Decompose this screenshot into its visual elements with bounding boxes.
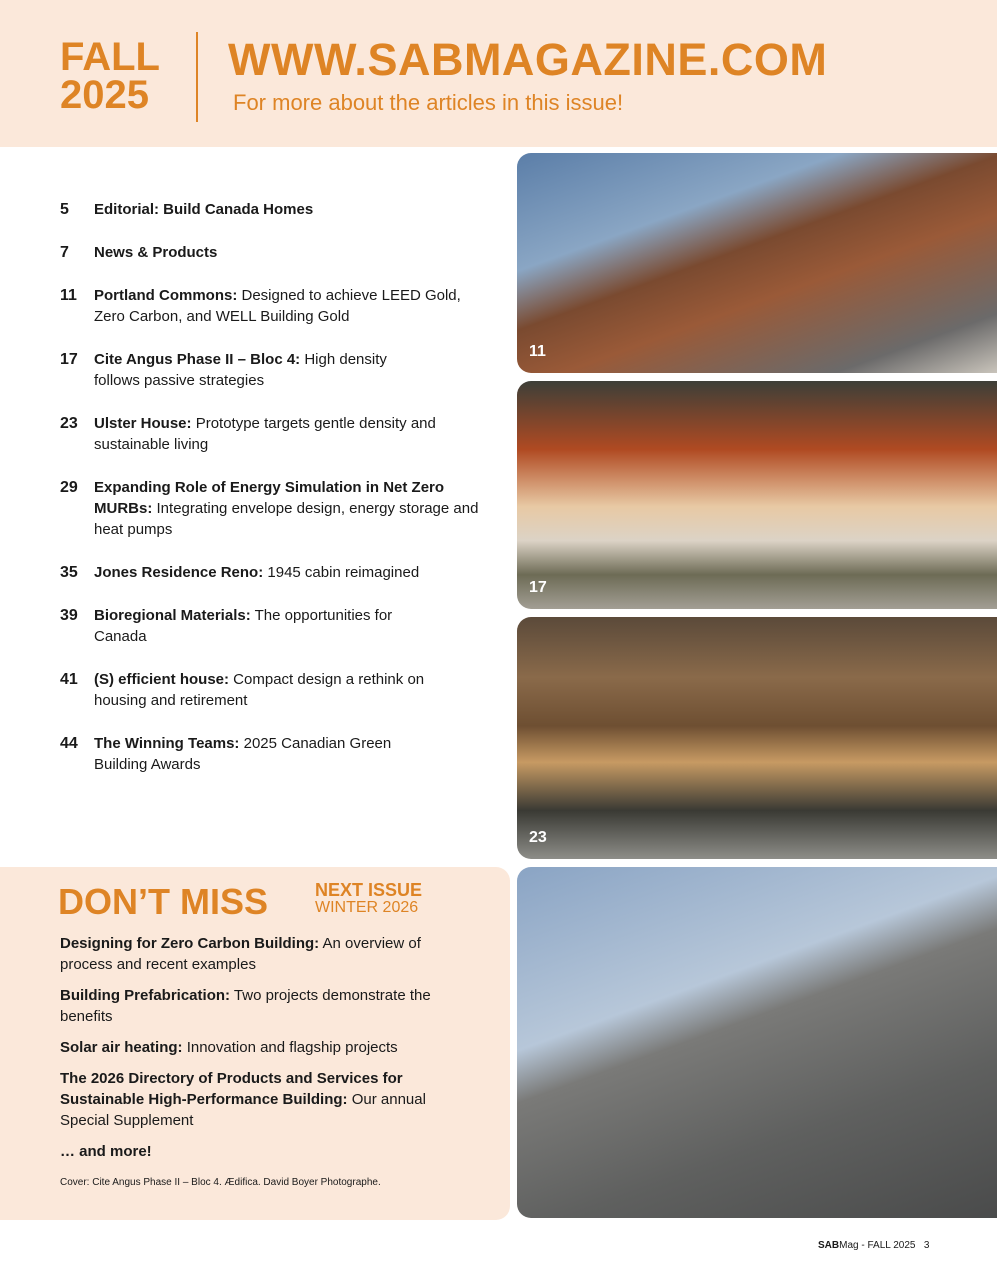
article-desc: Prototype targets gentle density and sustainable living — [94, 415, 436, 453]
table-of-contents — [60, 199, 490, 775]
dont-miss-panel — [0, 867, 510, 1220]
article-title: Ulster House: — [94, 415, 192, 432]
year-label: 2025 — [60, 73, 149, 117]
divider — [196, 32, 198, 122]
and-more-text: … and more! — [60, 1143, 152, 1160]
photo-page-label: 17 — [529, 579, 547, 596]
and-more — [60, 1141, 460, 1162]
upcoming-item — [60, 1037, 460, 1058]
header-banner — [0, 0, 997, 147]
upcoming-desc: An overview of process and recent examples — [60, 935, 421, 973]
issue-season — [60, 35, 160, 117]
article-desc: Designed to achieve LEED Gold, Zero Carbon, and WELL Building Gold — [94, 287, 461, 325]
footer-page-number: 3 — [923, 1240, 930, 1251]
article-title: News & Products — [94, 244, 218, 261]
upcoming-title: Building Prefabrication: — [60, 987, 231, 1004]
upcoming-item — [60, 933, 440, 975]
article-desc: Integrating envelope design, energy storage and heat pumps — [94, 500, 479, 538]
toc-item[interactable] — [60, 285, 490, 327]
header-subtitle: For more about the articles in this issue! — [233, 90, 624, 115]
season-label: FALL — [60, 35, 160, 79]
page-number: 41 — [60, 671, 78, 688]
page-number: 23 — [60, 415, 78, 432]
footer-brand: SAB — [818, 1240, 840, 1251]
photo-page-label: 23 — [529, 829, 547, 846]
toc-item[interactable] — [60, 242, 490, 263]
article-desc: Compact design a rethink on housing and retirement — [94, 671, 425, 709]
toc-item[interactable] — [60, 349, 490, 391]
dont-miss-title: DON’T MISS — [58, 881, 269, 922]
upcoming-item — [60, 1068, 460, 1131]
article-title: Editorial: Build Canada Homes — [94, 201, 314, 218]
toc-item[interactable] — [60, 477, 490, 540]
upcoming-title: Designing for Zero Carbon Building: — [60, 935, 320, 952]
article-title: (S) efficient house: — [94, 671, 230, 688]
next-issue — [315, 882, 422, 916]
website-link[interactable]: WWW.SABMAGAZINE.COM — [228, 34, 828, 85]
page-number: 7 — [60, 244, 69, 261]
page-number: 17 — [60, 351, 78, 368]
upcoming-title: The 2026 Directory of Products and Services for Sustainable High-Performance Building: — [60, 1070, 403, 1108]
next-issue-date: WINTER 2026 — [315, 899, 419, 916]
page-number: 29 — [60, 479, 78, 496]
article-desc: 1945 cabin reimagined — [263, 564, 420, 581]
toc-item[interactable] — [60, 562, 490, 583]
page-number: 5 — [60, 201, 69, 218]
toc-item[interactable] — [60, 669, 490, 711]
next-issue-label: NEXT ISSUE — [315, 880, 423, 900]
footer-issue: Mag - FALL 2025 — [839, 1240, 916, 1251]
photo-portland-commons[interactable] — [517, 153, 997, 373]
page-footer — [818, 1240, 929, 1251]
upcoming-articles — [60, 933, 460, 1193]
article-title: Expanding Role of Energy Simulation in Net Zero MURBs: — [94, 479, 445, 517]
toc-item[interactable] — [60, 605, 490, 647]
toc-item[interactable] — [60, 413, 490, 455]
article-desc: High density follows passive strategies — [94, 351, 387, 389]
upcoming-desc: Our annual Special Supplement — [60, 1091, 426, 1129]
toc-item[interactable] — [60, 733, 490, 775]
article-title: Bioregional Materials: — [94, 607, 251, 624]
upcoming-desc: Two projects demonstrate the benefits — [60, 987, 431, 1025]
page-number: 39 — [60, 607, 78, 624]
upcoming-title: Solar air heating: — [60, 1039, 183, 1056]
article-title: Portland Commons: — [94, 287, 238, 304]
photo-page-label: 11 — [529, 343, 546, 360]
photo-cover-construction — [517, 867, 997, 1218]
article-desc: 2025 Canadian Green Building Awards — [94, 735, 392, 773]
upcoming-item — [60, 985, 445, 1027]
toc-item[interactable] — [60, 199, 490, 220]
article-title: Cite Angus Phase II – Bloc 4: — [94, 351, 301, 368]
page-number: 44 — [60, 735, 78, 752]
article-title: The Winning Teams: — [94, 735, 240, 752]
cover-credit: Cover: Cite Angus Phase II – Bloc 4. Ædifica. David Boyer Photographe. — [60, 1177, 381, 1188]
page-number: 11 — [60, 287, 77, 304]
upcoming-desc: Innovation and flagship projects — [182, 1039, 398, 1056]
page-number: 35 — [60, 564, 78, 581]
photo-ulster-house[interactable] — [517, 617, 997, 859]
article-desc: The opportunities for Canada — [94, 607, 393, 645]
article-title: Jones Residence Reno: — [94, 564, 264, 581]
photo-cite-angus[interactable] — [517, 381, 997, 609]
